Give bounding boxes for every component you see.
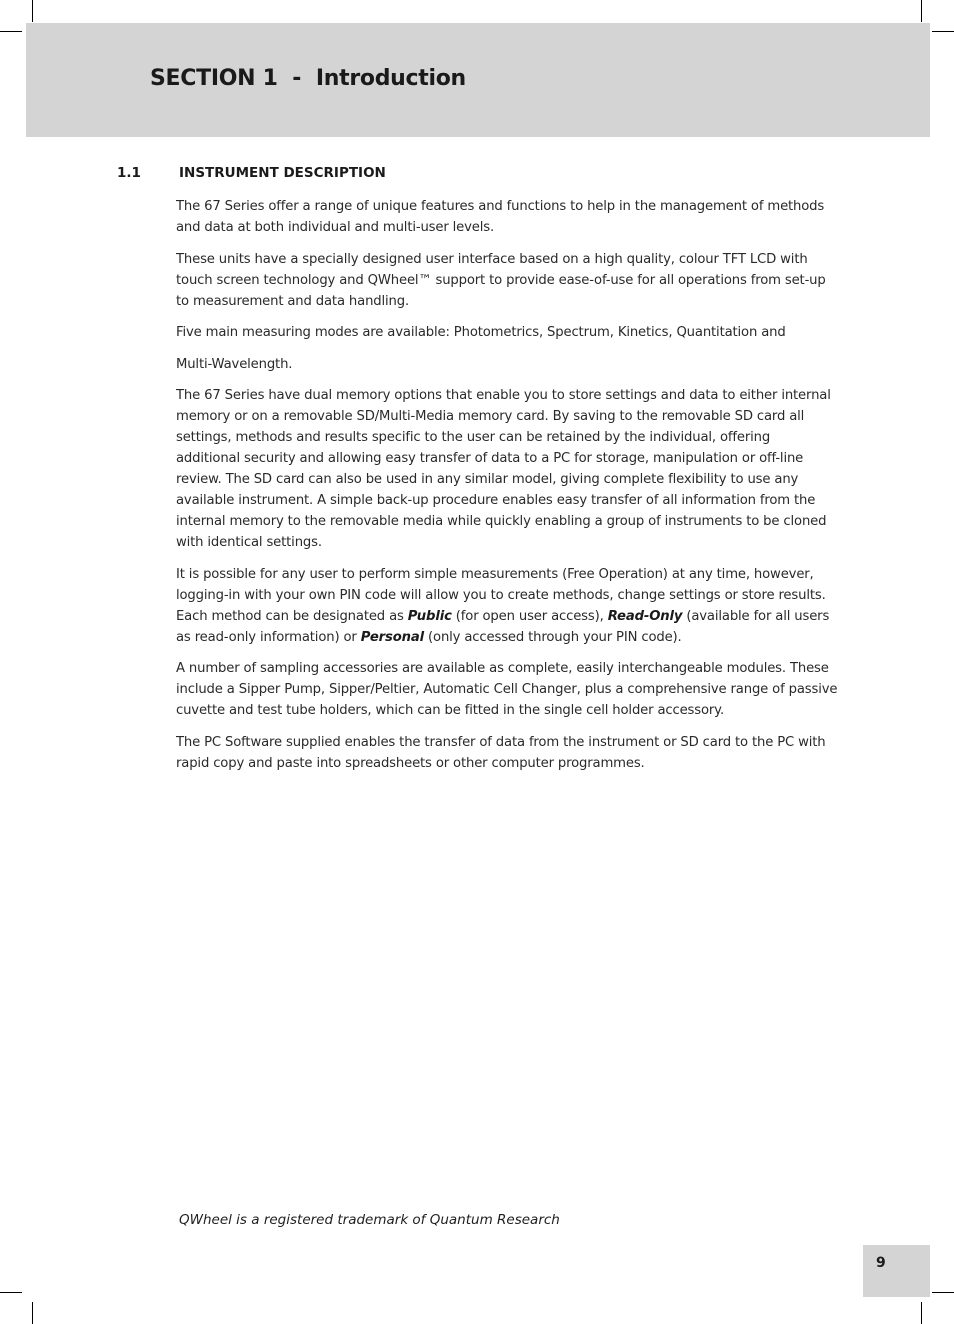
paragraph-pc-software: The PC Software supplied enables the transfer of data from the instrument or SD card to the PC with rapid copy and paste into spreadsheets or other computer programmes. xyxy=(176,734,826,771)
paragraph-accessories: A number of sampling accessories are available as complete, easily interchangeable modules. These include a Sipper Pump, Sipper/Peltier, Automatic Cell Changer, plus a comprehensive range of passive cuvette and test tube holders, which can be fitted in the single cell holder accessory. xyxy=(176,661,838,718)
paragraph-access-levels xyxy=(176,564,838,648)
access-text-2: (for open user access), xyxy=(451,608,608,624)
crop-mark-top-left-horizontal xyxy=(0,31,22,32)
crop-mark-bottom-left-horizontal xyxy=(0,1292,22,1293)
access-text-4: (only accessed through your PIN code). xyxy=(424,629,682,645)
crop-mark-bottom-right-horizontal xyxy=(932,1292,954,1293)
body-text xyxy=(176,196,838,784)
paragraph-modes-continued: Multi-Wavelength. xyxy=(176,356,293,372)
paragraph-interface: These units have a specially designed user interface based on a high quality, colour TFT LCD with touch screen technology and QWheel™ support to provide ease-of-use for all operations from set-up to measurement and data handling. xyxy=(176,251,826,309)
crop-mark-bottom-right-vertical xyxy=(921,1302,922,1324)
crop-mark-top-right-vertical xyxy=(921,0,922,22)
access-text-3: (available for all users as read-only information) or xyxy=(176,608,830,645)
page-number-box xyxy=(863,1245,930,1297)
term-public: Public xyxy=(407,608,452,624)
paragraph-overview: The 67 Series offer a range of unique features and functions to help in the management of methods and data at both individual and multi-user levels. xyxy=(176,199,825,235)
crop-mark-top-right-horizontal xyxy=(932,31,954,32)
access-text-1: It is possible for any user to perform simple measurements (Free Operation) at any time, however, logging-in with your own PIN code will allow you to create methods, change settings or store results. Each method can be designated as xyxy=(176,566,826,624)
crop-mark-bottom-left-vertical xyxy=(32,1302,33,1324)
subsection-number: 1.1 xyxy=(117,165,141,181)
term-read-only: Read-Only xyxy=(607,608,683,624)
trademark-footnote: QWheel is a registered trademark of Quantum Research xyxy=(179,1212,560,1228)
paragraph-modes: Five main measuring modes are available: Photometrics, Spectrum, Kinetics, Quantitation and xyxy=(176,325,786,340)
section-title: SECTION 1 - Introduction xyxy=(150,66,466,91)
term-personal: Personal xyxy=(360,629,424,645)
page-number: 9 xyxy=(876,1255,886,1271)
crop-mark-top-left-vertical xyxy=(32,0,33,22)
paragraph-memory: The 67 Series have dual memory options that enable you to store settings and data to either internal memory or on a removable SD/Multi-Media memory card. By saving to the removable SD card all settings, methods and results specific to the user can be retained by the individual, offering additional security and allowing easy transfer of data to a PC for storage, manipulation or off-line review. The SD card can also be used in any similar model, giving complete flexibility to use any available instrument. A simple back-up procedure enables easy transfer of all information from the internal memory to the removable media while quickly enabling a group of instruments to be cloned with identical settings. xyxy=(176,388,831,550)
subsection-heading xyxy=(117,165,386,181)
subsection-title: INSTRUMENT DESCRIPTION xyxy=(179,165,386,181)
